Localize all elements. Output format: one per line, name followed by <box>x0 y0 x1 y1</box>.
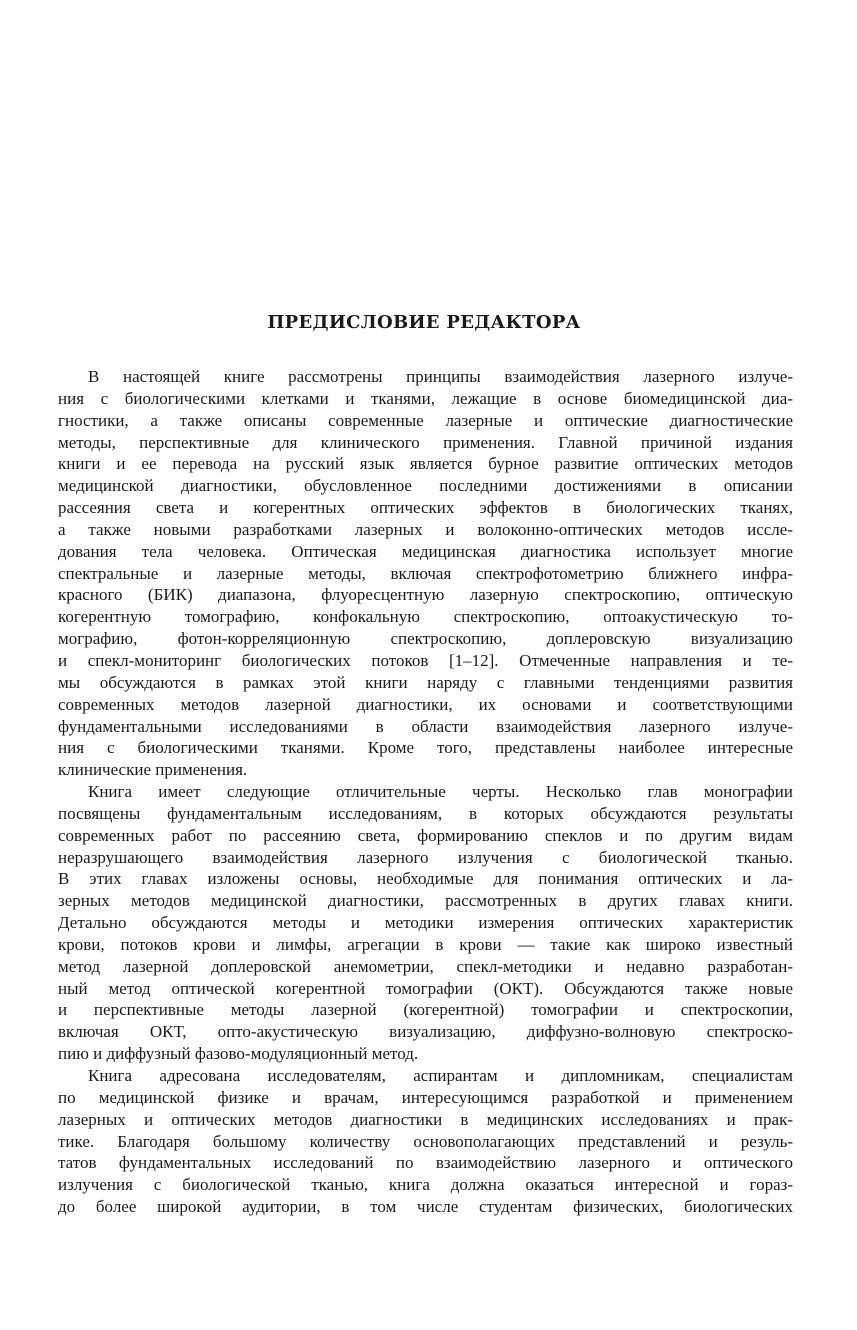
text-line: клинические применения. <box>58 760 248 780</box>
text-line: Книга адресована исследователям, аспирантам и дипломникам, специалистам <box>88 1066 793 1085</box>
page-title: ПРЕДИСЛОВИЕ РЕДАКТОРА <box>267 312 581 333</box>
body-text <box>58 366 793 1218</box>
text-line: а также новыми разработками лазерных и волоконно-оптических методов иссле- <box>58 519 793 539</box>
text-line: спектральные и лазерные методы, включая спектрофотометрию ближнего инфра- <box>58 563 793 583</box>
text-line: В этих главах изложены основы, необходимые для понимания оптических и ла- <box>58 869 793 889</box>
text-line: рассеяния света и когерентных оптических эффектов в биологических тканях, <box>58 498 793 518</box>
text-line: ния с биологическими клетками и тканями, лежащие в основе биомедицинской диа- <box>58 388 793 408</box>
text-line: Детально обсуждаются методы и методики измерения оптических характеристик <box>58 913 793 933</box>
text-line: современных работ по рассеянию света, формированию спеклов и по другим видам <box>58 825 793 845</box>
text-line: и спекл-мониторинг биологических потоков [1–12]. Отмеченные направления и те- <box>58 650 793 670</box>
text-line: красного (БИК) диапазона, флуоресцентную лазерную спектроскопию, оптическую <box>58 585 793 605</box>
text-line: посвящены фундаментальным исследованиям, в которых обсуждаются результаты <box>58 803 793 823</box>
text-line: до более широкой аудитории, в том числе студентам физических, биологических <box>58 1197 793 1217</box>
text-line: когерентную томографию, конфокальную спектроскопию, оптоакустическую то- <box>58 607 793 627</box>
text-line: тике. Благодаря большому количеству основополагающих представлений и резуль- <box>58 1131 793 1151</box>
text-line: фундаментальными исследованиями в области взаимодействия лазерного излуче- <box>58 716 793 736</box>
text-line: зерных методов медицинской диагностики, рассмотренных в других главах книги. <box>58 891 793 911</box>
text-line: неразрушающего взаимодействия лазерного излучения с биологической тканью. <box>58 847 793 867</box>
text-line: гностики, а также описаны современные лазерные и оптические диагностические <box>58 410 793 430</box>
text-line: методы, перспективные для клинического применения. Главной причиной издания <box>58 432 793 452</box>
text-line: татов фундаментальных исследований по взаимодействию лазерного и оптического <box>58 1153 793 1173</box>
text-line: метод лазерной доплеровской анемометрии, спекл-методики и недавно разработан- <box>58 956 793 976</box>
text-line: пию и диффузный фазово-модуляционный метод. <box>58 1044 419 1064</box>
text-line: ния с биологическими тканями. Кроме того, представлены наиболее интересные <box>58 738 793 758</box>
text-line: мы обсуждаются в рамках этой книги наряду с главными тенденциями развития <box>58 672 793 692</box>
text-line: излучения с биологической тканью, книга должна оказаться интересной и гораз- <box>58 1175 793 1195</box>
text-line: по медицинской физике и врачам, интересующимся разработкой и применением <box>58 1087 793 1107</box>
text-line: лазерных и оптических методов диагностики в медицинских исследованиях и прак- <box>58 1109 793 1129</box>
text-line: ный метод оптической когерентной томографии (ОКТ). Обсуждаются также новые <box>58 978 793 998</box>
text-line: и перспективные методы лазерной (когерентной) томографии и спектроскопии, <box>58 1000 793 1020</box>
text-line: мографию, фотон-корреляционную спектроскопию, доплеровскую визуализацию <box>58 629 793 649</box>
text-line: В настоящей книге рассмотрены принципы взаимодействия лазерного излуче- <box>88 367 793 386</box>
text-line: дования тела человека. Оптическая медицинская диагностика использует многие <box>58 541 793 561</box>
text-line: Книга имеет следующие отличительные черты. Несколько глав монографии <box>88 782 793 802</box>
text-line: современных методов лазерной диагностики, их основами и соответствующими <box>58 694 793 714</box>
text-line: медицинской диагностики, обусловленное последними достижениями в описании <box>58 476 793 496</box>
text-line: крови, потоков крови и лимфы, агрегации в крови — такие как широко известный <box>58 934 793 954</box>
text-line: включая ОКТ, опто-акустическую визуализацию, диффузно-волновую спектроско- <box>58 1022 793 1042</box>
text-line: книги и ее перевода на русский язык является бурное развитие оптических методов <box>58 454 793 474</box>
